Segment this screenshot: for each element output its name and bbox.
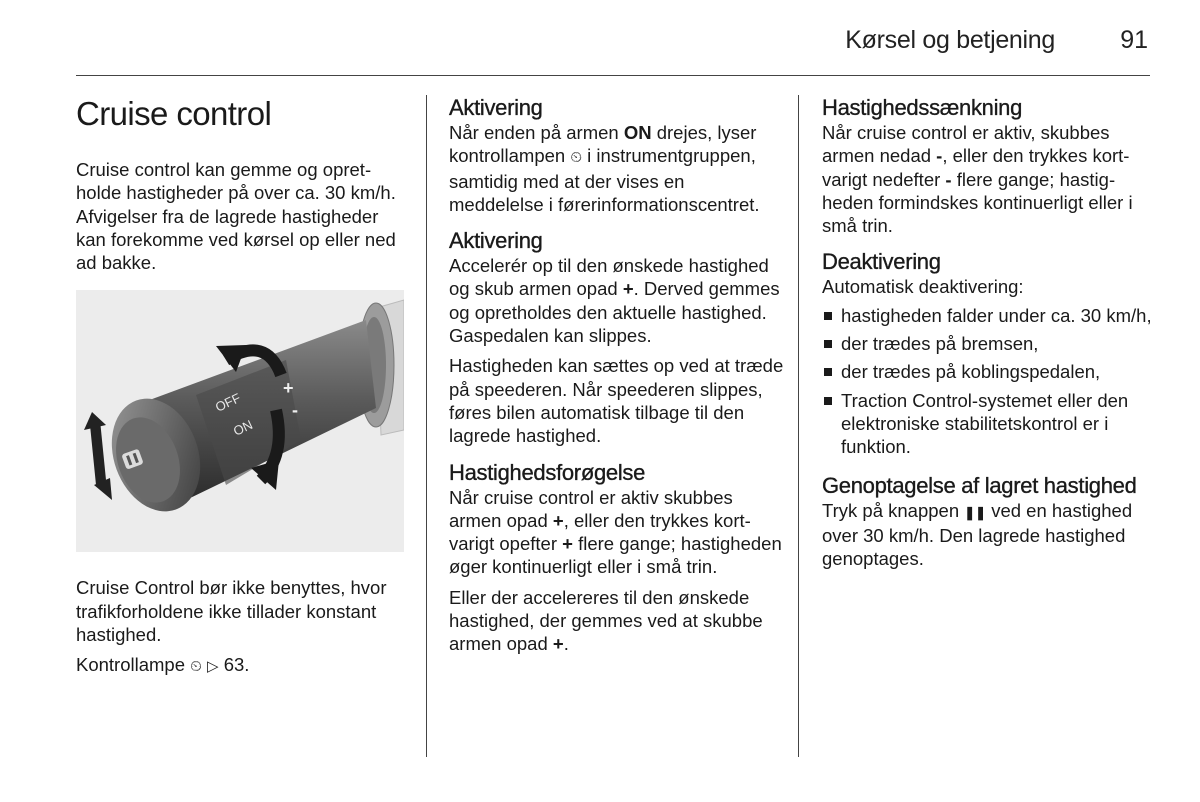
deaktivering-intro: Automatisk deaktivering:	[822, 276, 1024, 298]
hastighedsforoegelse-text-1: Når cruise control er aktiv skubbes armen opad +, eller den trykkes kortvarigt opefter + flere gange; hastigheden øger kontinuerligt eller i små trin.	[449, 486, 782, 578]
section-aktivering-1	[449, 95, 784, 216]
lever-label-plus: +	[283, 378, 294, 399]
aktivering-2-text-2: Hastigheden kan sættes op ved at træde på speederen. Når speederen slippes, føres bilen automatisk tilbage til den lagrede hastighed.	[449, 355, 784, 447]
section-deaktivering	[822, 249, 1157, 458]
column-divider-2	[798, 95, 799, 757]
lamp-ref-page: 63.	[223, 654, 250, 676]
lamp-reference	[76, 653, 406, 678]
aktivering-2-text-1: Accelerér op til den ønskede hastighed og skub armen opad +. Derved gemmes og opretholdes den aktuelle hastighed. Gaspedalen kan slippes.	[449, 255, 780, 347]
column-3	[822, 95, 1157, 582]
ref-arrow-icon: ▷	[207, 658, 219, 676]
list-item: hastigheden falder under ca. 30 km/h,	[822, 304, 1157, 327]
lever-label-on: ON	[230, 417, 255, 440]
heading-aktivering-1: Aktivering	[449, 95, 543, 120]
lever-label-minus: -	[292, 400, 298, 421]
deaktivering-list	[822, 304, 1157, 459]
heading-deaktivering: Deaktivering	[822, 249, 941, 275]
lever-label-off: OFF	[212, 390, 243, 416]
page-number: 91	[1120, 26, 1148, 54]
header-divider	[76, 75, 1150, 76]
heading-hastighedsforoegelse: Hastighedsforøgelse	[449, 459, 646, 485]
heading-hastighedssaenkning: Hastighedssænkning	[822, 95, 1023, 120]
section-hastighedssaenkning	[822, 95, 1157, 237]
genoptagelse-text: Tryk på knappen ❚❚ ved en hastighed over 30 km/h. Den lagrede hastighed genoptages.	[822, 499, 1133, 570]
intro-paragraph: Cruise control kan gemme og opretholde hastigheder på over ca. 30 km/h. Afvigelser fra de lagrede hastigheder kan forekomme ved kørsel op eller ned ad bakke.	[76, 159, 396, 274]
hastighedssaenkning-text: Når cruise control er aktiv, skubbes armen nedad -, eller den trykkes kortvarigt nedefter - flere gange; hastigheden formindskes kontinuerligt eller i små trin.	[822, 122, 1133, 237]
heading-genoptagelse: Genoptagelse af lagret hastighed	[822, 472, 1137, 498]
cruise-control-lever-illustration	[76, 290, 404, 552]
column-2	[449, 95, 784, 668]
page-title: Cruise control	[76, 95, 272, 132]
section-genoptagelse	[822, 473, 1157, 571]
aktivering-1-text: Når enden på armen ON drejes, lyser kontrollampen ⏲ i instrumentgruppen, samtidig med at der vises en meddelelse i førerinformationscentret.	[449, 122, 760, 215]
column-divider-1	[426, 95, 427, 757]
list-item: der trædes på koblingspedalen,	[822, 360, 1157, 383]
column-1	[76, 90, 406, 686]
section-aktivering-2	[449, 228, 784, 447]
usage-note: Cruise Control bør ikke benyttes, hvor trafikforholdene ikke tillader konstant hastighed.	[76, 577, 387, 646]
hastighedsforoegelse-text-2: Eller der accelereres til den ønskede hastighed, der gemmes ved at skubbe armen opad +.	[449, 586, 763, 655]
cruise-lamp-icon: ⏲	[570, 149, 583, 167]
list-item: der trædes på bremsen,	[822, 332, 1157, 355]
running-header-title: Kørsel og betjening	[845, 26, 1055, 54]
resume-button-icon: ❚❚	[964, 504, 987, 520]
list-item: Traction Control-systemet eller den elektroniske stabilitetskontrol er i funktion.	[822, 389, 1157, 459]
cruise-lamp-icon: ⏲	[190, 658, 202, 676]
heading-aktivering-2: Aktivering	[449, 228, 543, 254]
section-hastighedsforoegelse	[449, 460, 784, 656]
lamp-ref-label: Kontrollampe	[76, 654, 186, 676]
